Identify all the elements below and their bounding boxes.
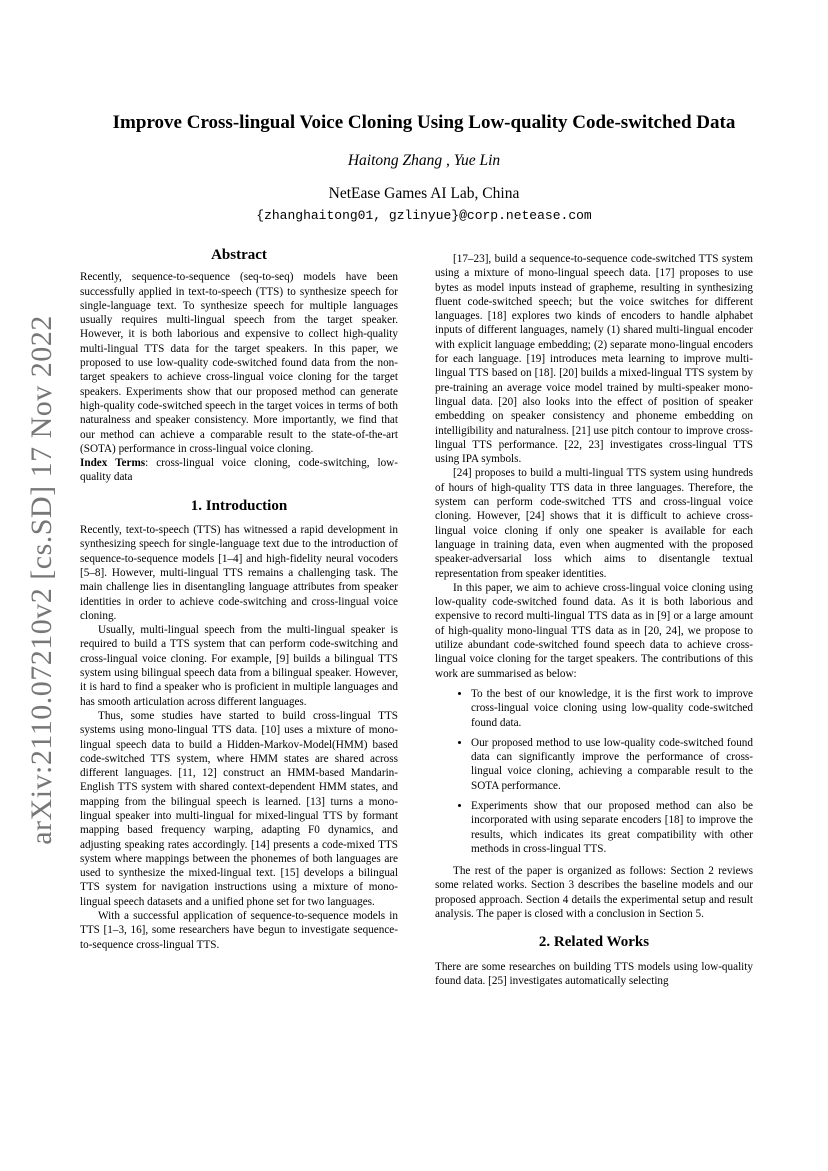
index-terms-text: : cross-lingual voice cloning, code-switching, low-quality data xyxy=(80,457,398,484)
contributions-list xyxy=(435,687,753,856)
intro-heading: 1. Introduction xyxy=(190,497,288,514)
intro-paragraph: Recently, text-to-speech (TTS) has witnessed a rapid development in synthesizing speech for single-language text due to the introduction of sequence-to-sequence models [1–4] and high-fidelity neural vocoders [5–8]. However, multi-lingual TTS remains a challenging task. The main challenge lies in disentangling language attributes from speaker identities in order to achieve code-switching and cross-lingual voice cloning. xyxy=(80,524,398,622)
intro-paragraph: With a successful application of sequence-to-sequence models in TTS [1–3, 16], some researchers have begun to investigate sequence-to-sequence cross-lingual TTS. xyxy=(80,910,398,951)
paper-authors: Haitong Zhang , Yue Lin xyxy=(347,152,501,169)
intro-paragraph: In this paper, we aim to achieve cross-lingual voice cloning using low-quality code-switched found data. As it is both laborious and expensive to record multi-lingual TTS data as in [9] or a large amount of high-quality mono-lingual TTS data as in [20, 24], we propose to utilize abundant code-switched found speech data to achieve cross-lingual voice cloning for the target speakers. The contributions of this work are summarised as below: xyxy=(435,581,753,680)
intro-paragraph: Usually, multi-lingual speech from the multi-lingual speaker is required to build a TTS system that can perform code-switching and cross-lingual voice cloning. For example, [9] builds a bilingual TTS system using bilingual speech data from a bilingual speaker. However, it is hard to find a speaker who is proficient in multiple languages and has smooth articulation across different languages. xyxy=(80,624,398,708)
index-terms-label: Index Terms xyxy=(80,457,146,470)
paper-title: Improve Cross-lingual Voice Cloning Using Low-quality Code-switched Data xyxy=(112,112,736,133)
contribution-item: • To the best of our knowledge, it is the first work to improve cross-lingual voice cloning using low-quality code-switched found data. xyxy=(471,687,753,730)
index-terms xyxy=(80,456,398,485)
related-heading: 2. Related Works xyxy=(538,934,650,951)
paper-email: {zhanghaitong01, gzlinyue}@corp.netease.com xyxy=(256,208,592,223)
arxiv-identifier: arXiv:2110.07210v2 [cs.SD] 17 Nov 2022 xyxy=(25,315,58,845)
contribution-item: • Experiments show that our proposed method can also be incorporated with using separate encoders [18] to improve the results, which indicates its great compatibility with other methods in cross-lingual TTS. xyxy=(471,799,753,856)
contribution-item: • Our proposed method to use low-quality code-switched found data can significantly improve the performance of cross-lingual voice cloning, achieving a comparable result to the SOTA performance. xyxy=(471,736,753,793)
intro-paragraph: The rest of the paper is organized as follows: Section 2 reviews some related works. Section 3 describes the baseline models and our proposed approach. Section 4 details the experimental setup and result analysis. The paper is closed with a conclusion in Section 5. xyxy=(435,865,753,921)
abstract-heading: Abstract xyxy=(211,247,267,263)
intro-paragraph: [17–23], build a sequence-to-sequence code-switched TTS system using a mixture of mono-lingual speech data. [17] proposes to use bytes as model inputs instead of grapheme, resulting in synthesizing fluent code-switched speech; but the voice switches for different languages. [18] explores two kinds of encoders to handle alphabet inputs of different languages, namely (1) shared multi-lingual encoder with explicit language embedding; (2) separate mono-lingual encoders for each language. [19] introduces meta learning to improve multi-lingual TTS based on [18]. [20] builds a mixed-lingual TTS system by pre-training an average voice model trained by multi-speaker mono-lingual data. [20] also looks into the effect of position of speaker embedding on speaker consistency and phoneme embedding on intelligibility and naturalness. [21] use pitch contour to improve cross-lingual TTS performance. [22, 23] investigates cross-lingual TTS using IPA symbols. xyxy=(435,253,753,466)
intro-paragraph: [24] proposes to build a multi-lingual TTS system using hundreds of hours of high-quality TTS data in three languages. Therefore, the system can perform code-switched TTS and cross-lingual voice cloning. However, [24] shows that it is difficult to achieve cross-lingual voice cloning if only one speaker is available for each language in training data, even when augmented with the proposed speaker-adversarial loss which aims to disentangle textual representation from speaker identities. xyxy=(435,467,753,580)
related-paragraph: There are some researches on building TTS models using low-quality found data. [25] investigates automatically selecting xyxy=(435,960,753,987)
paper-affiliation: NetEase Games AI Lab, China xyxy=(328,185,520,202)
left-column xyxy=(80,248,398,952)
arxiv-sidebar xyxy=(22,230,62,930)
right-column xyxy=(435,252,753,988)
intro-paragraph: Thus, some studies have started to build cross-lingual TTS systems using mono-lingual TTS data. [10] uses a mixture of mono-lingual speech data to build a Hidden-Markov-Model(HMM) based code-switched TTS system, where HMM states are shared across different languages. [11, 12] construct an HMM-based Mandarin-English TTS system with shared context-dependent HMM states, and mapping from the bilingual speech is learned. [13] turns a mono-lingual speaker into multi-lingual for mixed-lingual TTS by formant mapping based frequency warping, adapting F0 dynamics, and adjusting speaking rates accordingly. [14] presents a code-mixed TTS system where mappings between the phonemes of both languages are used to synthesize the mixed-lingual text. [15] develops a bilingual TTS system for navigation instructions using a mixture of mono-lingual speech datasets and a unified phone set for two languages. xyxy=(80,709,398,908)
abstract-text: Recently, sequence-to-sequence (seq-to-seq) models have been successfully applied in text-to-speech (TTS) to synthesize speech for single-language text. To synthesize speech for multiple languages usually requires multi-lingual speech from the target speaker. However, it is both laborious and expensive to collect high-quality multi-lingual TTS data for the target speakers. In this paper, we proposed to use low-quality code-switched found data from the non-target speakers to achieve cross-lingual voice cloning for the target speakers. Experiments show that our proposed method can generate high-quality code-switched speech in the target voices in terms of both naturalness and speaker consistency. More importantly, we find that our method can achieve a comparable result to the state-of-the-art (SOTA) performance in cross-lingual voice cloning. xyxy=(80,271,398,455)
